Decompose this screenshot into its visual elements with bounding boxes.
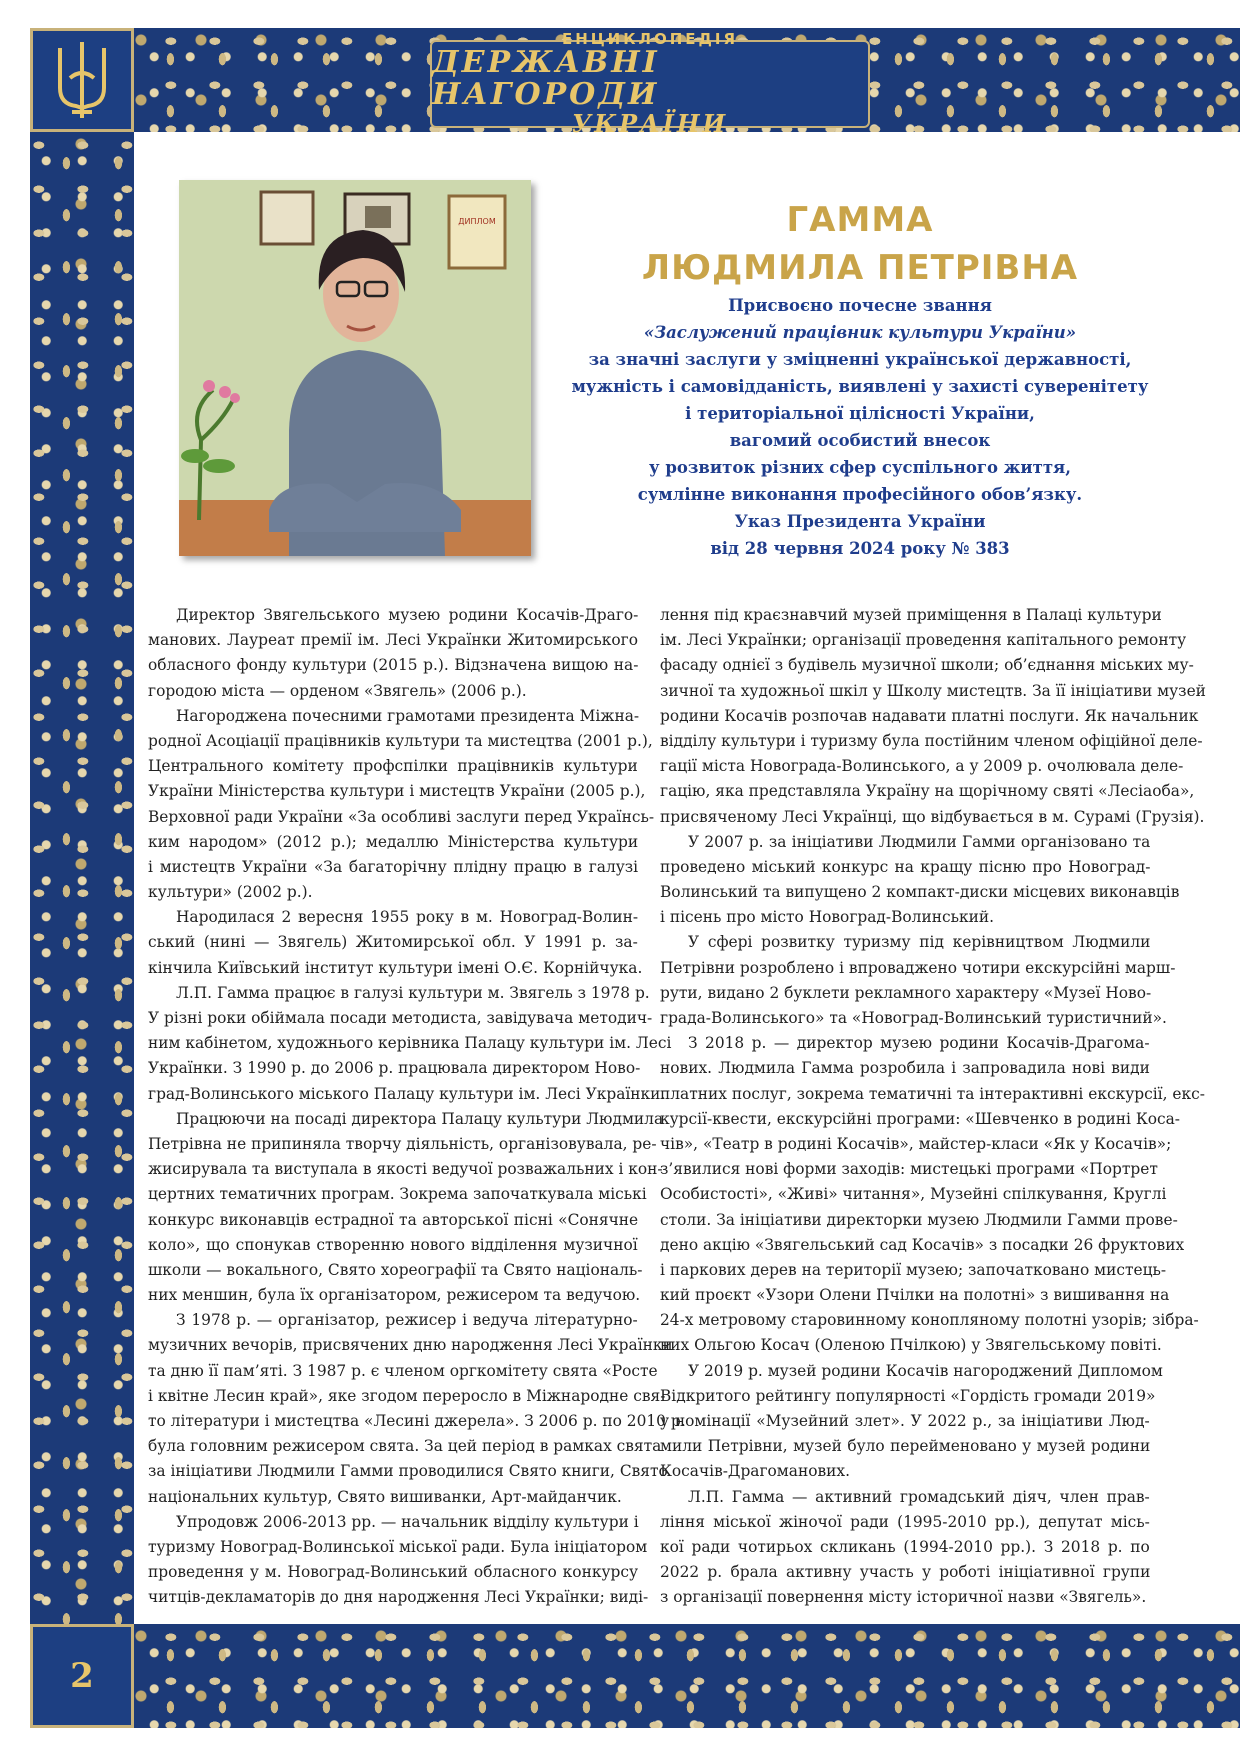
text-line: родної Асоціації працівників культури та мистецтва (2001 р.), (148, 731, 653, 750)
text-line: рути, видано 2 буклети рекламного характеру «Музеї Ново- (660, 983, 1152, 1002)
text-line: чів», «Театр в родині Косачів», майстер-класи «Як у Косачів»; (660, 1134, 1172, 1153)
text-line: Центрального комітету профспілки працівників культури (148, 757, 638, 776)
page-number: 2 (70, 1656, 94, 1696)
text-line: У різні роки обіймала посади методиста, завідувача методич- (148, 1009, 653, 1027)
text-line: Особистості», «Живі» читання», Музейні спілкування, Круглі (660, 1185, 1167, 1204)
text-line: та дню її пам’яті. З 1987 р. є членом оргкомітету свята «Росте (148, 1361, 658, 1380)
text-line: і паркових дерев на території музею; започатковано мистець- (660, 1260, 1167, 1279)
text-line: Народилася 2 вересня 1955 року в м. Новоград-Волин- (176, 908, 639, 927)
text-line: коло», що спонукав створенню нового відділення музичної (148, 1235, 638, 1254)
text-line: жисирувала та виступала в якості ведучої розважальних і кон- (148, 1160, 663, 1179)
text-line: 24-х метровому старовинному конопляному полотні узорів; зібра- (660, 1311, 1199, 1330)
diploma-label: ДИПЛОМ (458, 217, 496, 226)
surname: ГАММА (786, 200, 934, 240)
text-line: кої ради чотирьох скликань (1994-2010 рр.). З 2018 р. по (660, 1537, 1150, 1556)
text-line: них меншин, була їх організатором, режисером та ведучою. (148, 1286, 641, 1305)
text-line: ім. Лесі Українки; організації проведення капітального ремонту (660, 631, 1187, 650)
award-line: мужність і самовідданість, виявлені у захисті суверенітету (571, 377, 1149, 396)
award-line: сумлінне виконання професійного обов’язку. (637, 485, 1083, 504)
award-line: за значні заслуги у зміцненні української державності, (588, 350, 1132, 369)
text-line: то літератури і мистецтва «Лесині джерела». З 2006 р. по 2010 р. (148, 1412, 686, 1430)
text-line: У 2007 р. за ініціативи Людмили Гамми організовано та (688, 832, 1151, 851)
text-line: лення під краєзнавчий музей приміщення в Палаці культури (660, 606, 1162, 624)
trident-icon (54, 38, 110, 122)
text-line: Петрівни розроблено і впроваджено чотири екскурсійні марш- (660, 958, 1176, 977)
decree-date: від 28 червня 2024 року № 383 (710, 539, 1010, 558)
award-line: Присвоєно почесне звання (728, 296, 992, 315)
text-line: національних культур, Свято вишиванки, Арт-майданчик. (148, 1487, 622, 1506)
text-line: читців-декламаторів до дня народження Лесі Українки; виді- (148, 1588, 649, 1607)
text-line: культури» (2002 р.). (148, 883, 313, 902)
left-ornament-border (30, 132, 134, 1624)
text-line: них Ольгою Косач (Оленою Пчілкою) у Звягельському повіті. (660, 1336, 1162, 1355)
text-line: Нагороджена почесними грамотами президента Міжна- (176, 706, 640, 725)
text-line: Л.П. Гамма працює в галузі культури м. Звягель з 1978 р. (176, 983, 650, 1002)
text-line: України Міністерства культури і мистецтв України (2005 р.), (148, 782, 646, 801)
award-statement (560, 292, 1160, 562)
text-line: Директор Звягельського музею родини Косачів-Драго- (176, 606, 639, 624)
text-line: городою міста — орденом «Звягель» (2006 р.). (148, 681, 527, 700)
text-line: фасаду однієї з будівель музичної школи; об’єднання міських му- (660, 656, 1194, 675)
text-line: З 1978 р. — організатор, режисер і ведуча літературно- (176, 1311, 638, 1330)
award-title: «Заслужений працівник культури України» (643, 323, 1077, 342)
award-line: і територіальної цілісності України, (685, 404, 1035, 423)
text-line: обласного фонду культури (2015 р.). Відзначена вищою на- (148, 656, 639, 675)
text-line: Працюючи на посаді директора Палацу культури Людмила (176, 1109, 664, 1128)
text-line: мили Петрівни, музей було перейменовано у музей родини (660, 1437, 1151, 1456)
text-line: з організації повернення місту історичної назви «Звягель». (660, 1588, 1147, 1607)
decree-line: Указ Президента України (734, 512, 986, 531)
text-line: дено акцію «Звягельський сад Косачів» з посадки 26 фруктових (660, 1235, 1185, 1254)
page-number-box (30, 1624, 134, 1728)
text-line: З 2018 р. — директор музею родини Косачів-Драгома- (688, 1034, 1150, 1053)
text-line: Косачів-Драгоманових. (660, 1462, 850, 1481)
award-line: вагомий особистий внесок (729, 431, 991, 450)
text-line: зичної та художньої шкіл у Школу мистецтв. За її ініціативи музей (660, 681, 1206, 700)
text-line: Відкритого рейтингу популярності «Гордість громади 2019» (660, 1386, 1156, 1405)
coat-of-arms-box (30, 28, 134, 132)
text-line: Л.П. Гамма — активний громадський діяч, член прав- (688, 1487, 1150, 1506)
text-line: цертних тематичних програм. Зокрема започаткувала міські (148, 1185, 647, 1204)
text-line: платних послуг, зокрема тематичні та інтерактивні екскурсії, екс- (660, 1084, 1205, 1103)
text-line: Петрівна не припиняла творчу діяльність, організовувала, ре- (148, 1134, 657, 1153)
header-line1: ЕНЦИКЛОПЕДІЯ (561, 30, 739, 48)
text-line: у номінації «Музейний злет». У 2022 р., за ініціативи Люд- (660, 1412, 1150, 1430)
text-line: курсії-квести, екскурсійні програми: «Шевченко в родині Коса- (660, 1109, 1181, 1128)
text-line: гації міста Новограда-Волинського, а у 2009 р. очолювала деле- (660, 757, 1184, 776)
text-line: з’явилися нові форми заходів: мистецькі програми «Портрет (660, 1160, 1158, 1179)
text-line: У 2019 р. музей родини Косачів нагороджений Дипломом (688, 1361, 1163, 1380)
text-line: града-Волинського» та «Новоград-Волинський туристичний». (660, 1009, 1167, 1027)
text-line: Упродовж 2006-2013 рр. — начальник відділу культури і (176, 1512, 639, 1531)
text-line: Верховної ради України «За особливі заслуги перед Українсь- (148, 807, 655, 826)
body-column-right (660, 603, 1206, 1611)
bottom-ornament-border (30, 1624, 1240, 1728)
text-line: нових. Людмила Гамма розробила і запровадила нові види (660, 1059, 1150, 1078)
text-line: манових. Лауреат премії ім. Лесі Українки Житомирського (148, 631, 639, 650)
text-line: гацію, яка представляла Україну на щорічному святі «Лесіаоба», (660, 782, 1195, 801)
portrait-illustration (179, 180, 531, 556)
text-line: ський (нині — Звягель) Житомирської обл. У 1991 р. за- (148, 933, 638, 952)
text-line: відділу культури і туризму була постійним членом офіційної деле- (660, 731, 1203, 750)
text-line: і квітне Лесин край», яке згодом переросло в Міжнародне свя- (148, 1386, 666, 1405)
text-line: кий проєкт «Узори Олени Пчілки на полотні» з вишивання на (660, 1286, 1170, 1305)
text-line: ним кабінетом, художнього керівника Палацу культури ім. Лесі (148, 1034, 672, 1053)
text-line: проведено міський конкурс на кращу пісню про Новоград- (660, 857, 1151, 876)
text-line: град-Волинського міського Палацу культури ім. Лесі Українки. (148, 1084, 666, 1103)
header-line2: ДЕРЖАВНІ НАГОРОДИ (432, 45, 660, 112)
text-line: і мистецтв України «За багаторічну плідну працю в галузі (148, 857, 639, 876)
text-line: Волинський та випущено 2 компакт-диски місцевих виконавців (660, 883, 1180, 902)
body-column-left (148, 603, 686, 1611)
encyclopedia-header (430, 30, 870, 138)
given-names: ЛЮДМИЛА ПЕТРІВНА (641, 248, 1079, 288)
text-line: була головним режисером свята. За цей період в рамках свята (148, 1437, 662, 1456)
text-line: родини Косачів розпочав надавати платні послуги. Як начальник (660, 706, 1199, 725)
text-line: конкурс виконавців естрадної та авторської пісні «Сонячне (148, 1210, 639, 1229)
text-line: У сфері розвитку туризму під керівництвом Людмили (688, 933, 1151, 952)
text-line: ління міської жіночої ради (1995-2010 рр.), депутат місь- (660, 1512, 1150, 1531)
text-line: Українки. З 1990 р. до 2006 р. працювала директором Ново- (148, 1059, 641, 1078)
text-line: за ініціативи Людмили Гамми проводилися Свято книги, Свято (148, 1462, 668, 1481)
text-line: 2022 р. брала активну участь у роботі ініціативної групи (660, 1563, 1151, 1582)
text-line: і пісень про місто Новоград-Волинський. (660, 908, 994, 927)
header-line3: УКРАЇНИ (571, 109, 729, 138)
text-line: проведення у м. Новоград-Волинський обласного конкурсу (148, 1563, 639, 1582)
person-name (560, 196, 1160, 292)
text-line: школи — вокального, Свято хореографії та Свято національ- (148, 1260, 643, 1279)
text-line: присвяченому Лесі Українці, що відбувається в м. Сурамі (Грузія). (660, 807, 1205, 826)
text-line: кінчила Київський інститут культури імені О.Є. Корнійчука. (148, 958, 643, 977)
text-line: столи. За ініціативи директорки музею Людмили Гамми прове- (660, 1210, 1178, 1229)
text-line: музичних вечорів, присвячених дню народження Лесі Українки (148, 1336, 673, 1355)
award-line: у розвиток різних сфер суспільного життя, (649, 458, 1071, 477)
text-line: туризму Новоград-Волинської міської ради. Була ініціатором (148, 1537, 648, 1556)
portrait-photo (179, 180, 531, 556)
text-line: ким народом» (2012 р.); медаллю Міністерства культури (148, 832, 639, 851)
